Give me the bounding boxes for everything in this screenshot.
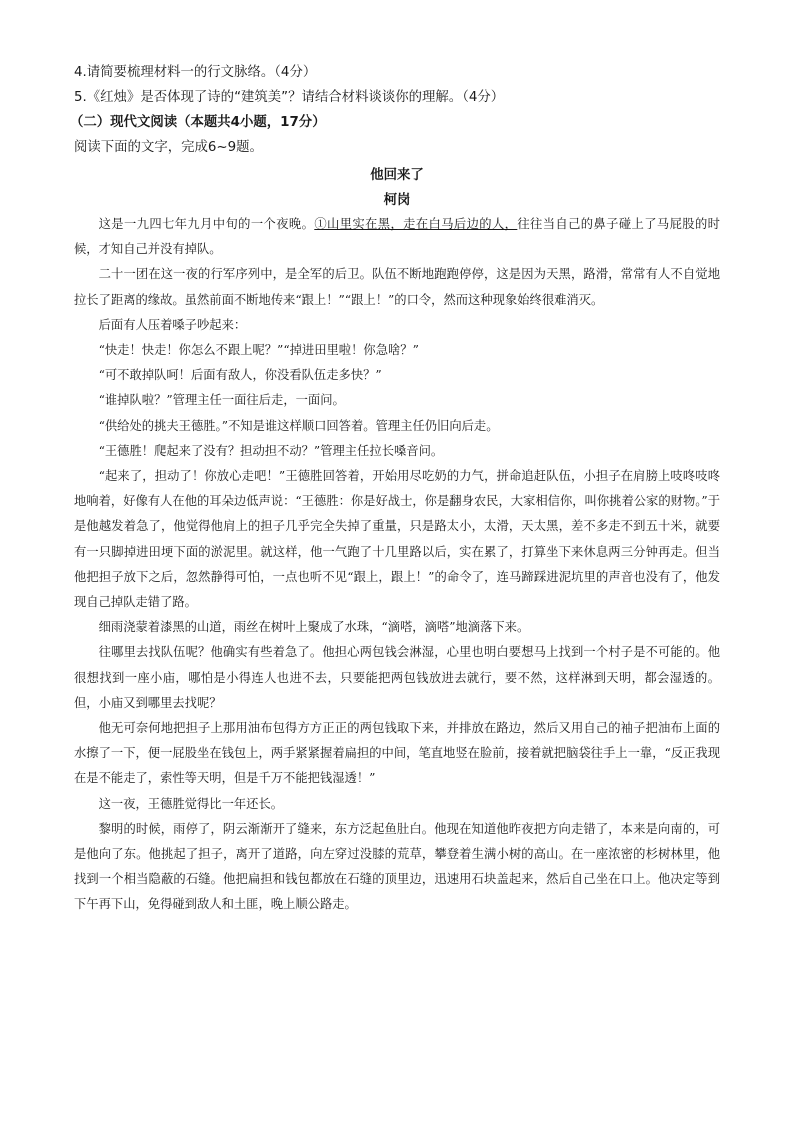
article-body bbox=[74, 212, 720, 918]
article-paragraph: “谁掉队啦？”管理主任一面往后走，一面问。 bbox=[98, 393, 345, 408]
article-paragraph: 他无可奈何地把担子上那用油布包得方方正正的两包钱取下来，并排放在路边，然后又用自己的袖子把油布上面的水擦了一下，便一屁股坐在钱包上，两手紧紧握着扁担的中间，笔直地竖在脸前，接着就把脑袋往手上一靠，“反正我现在是不能走了，索性等天明，但是千万不能把钱湿透！” bbox=[74, 721, 720, 786]
article-author: 柯岗 bbox=[383, 193, 411, 208]
article-paragraph bbox=[74, 212, 720, 262]
section-instruction: 阅读下面的文字，完成6~9题。 bbox=[74, 140, 263, 155]
section-heading: （二）现代文阅读（本题共4小题，17分） bbox=[70, 115, 326, 130]
article-paragraph: 细雨浇蒙着漆黑的山道，雨丝在树叶上聚成了水珠，“滴嗒，滴嗒”地滴落下来。 bbox=[98, 620, 530, 635]
article-paragraph: 往哪里去找队伍呢？他确实有些着急了。他担心两包钱会淋湿，心里也明白要想马上找到一个村子是不可能的。他很想找到一座小庙，哪怕是小得连人也进不去，只要能把两包钱放进去就行，要不然，这样淋到天明，都会湿透的。但，小庙又到哪里去找呢？ bbox=[74, 645, 720, 710]
article-title: 他回来了 bbox=[370, 168, 424, 183]
article-paragraph: 黎明的时候，雨停了，阴云渐渐开了缝来，东方泛起鱼肚白。他现在知道他昨夜把方向走错了，本来是向南的，可是他向了东。他挑起了担子，离开了道路，向左穿过没膝的荒草，攀登着生满小树的高山。在一座浓密的杉树林里，他找到一个相当隐蔽的石缝。他把扁担和钱包都放在石缝的顶里边，迅速用石块盖起来，然后自己坐在口上。他决定等到下午再下山，免得碰到敌人和土匪，晚上顺公路走。 bbox=[74, 821, 720, 912]
article-paragraph: 这一夜，王德胜觉得比一年还长。 bbox=[98, 796, 284, 811]
paragraph-text: 这是一九四七年九月中旬的一个夜晚。 bbox=[98, 217, 315, 231]
marked-sentence-1: ①山里实在黑，走在白马后边的人， bbox=[314, 217, 518, 231]
paragraph-text: 往往当自己的鼻子碰上了马屁股的时候，才知自己并没有掉队。 bbox=[74, 217, 720, 257]
article-paragraph: “起来了，担动了！你放心走吧！”王德胜回答着，开始用尽吃奶的力气，拼命追赶队伍，小担子在肩膀上吱咚吱咚地响着，好像有人在他的耳朵边低声说：“王德胜：你是好战士，你是翻身农民，大家相信你，叫你挑着公家的财物。”于是他越发着急了，他觉得他肩上的担子几乎完全失掉了重量，只是路太小，太滑，天太黑，差不多走不到五十米，就要有一只脚掉进田埂下面的淤泥里。就这样，他一气跑了十几里路以后，实在累了，打算坐下来休息两三分钟再走。但当他把担子放下之后，忽然静得可怕，一点也听不见“跟上，跟上！”的命令了，连马蹄踩进泥坑里的声音也没有了，他发现自己掉队走错了路。 bbox=[74, 469, 720, 610]
question-5: 5.《红烛》是否体现了诗的“建筑美”？请结合材料谈谈你的理解。（4分） bbox=[74, 90, 505, 105]
article-paragraph: 二十一团在这一夜的行军序列中，是全军的后卫。队伍不断地跑跑停停，这是因为天黑，路滑，常常有人不自觉地拉长了距离的缘故。虽然前面不断地传来“跟上！”“跟上！”的口令，然而这种现象始终很难消灭。 bbox=[74, 267, 720, 307]
article-paragraph: “可不敢掉队呵！后面有敌人，你没看队伍走多快？” bbox=[98, 368, 382, 383]
article-paragraph: 后面有人压着嗓子吵起来： bbox=[98, 317, 247, 332]
article-paragraph: “快走！快走！你怎么不跟上呢？”“掉进田里啦！你急啥？” bbox=[98, 343, 419, 358]
article-paragraph: “供给处的挑夫王德胜。”不知是谁这样顺口回答着。管理主任仍旧向后走。 bbox=[98, 418, 499, 433]
question-4: 4.请简要梳理材料一的行文脉络。（4分） bbox=[74, 65, 317, 80]
article-paragraph: “王德胜！爬起来了没有？担动担不动？”管理主任拉长嗓音问。 bbox=[98, 443, 444, 458]
